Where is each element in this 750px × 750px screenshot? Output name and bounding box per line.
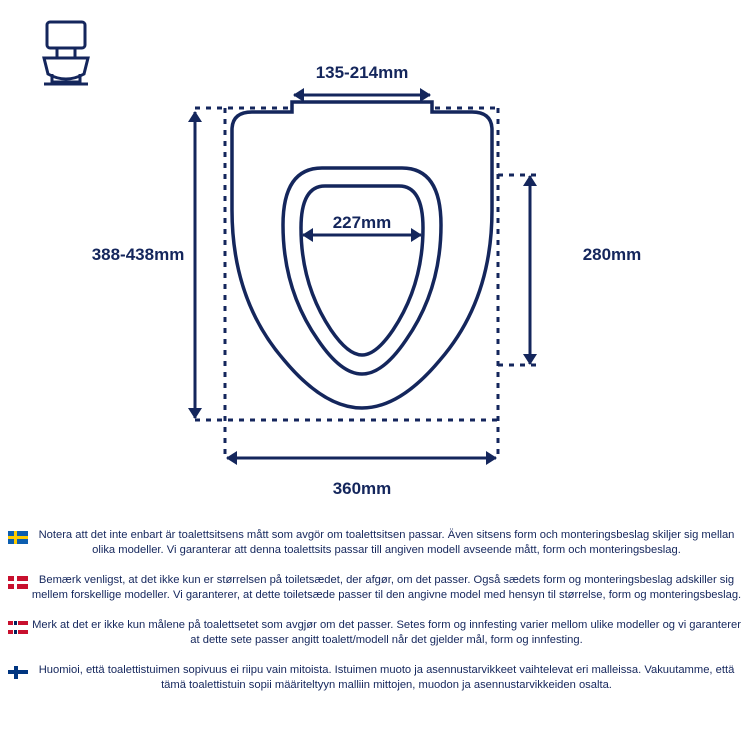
label-top-width: 135-214mm <box>315 63 409 82</box>
label-right-height: 280mm <box>582 245 642 264</box>
finland-flag-icon <box>8 666 28 679</box>
note-item <box>8 573 742 604</box>
label-bottom-width: 360mm <box>332 479 392 498</box>
note-text: Bemærk venligst, at det ikke kun er størrelsen på toiletsædet, der afgør, om det passer. Også sædets form og monteringsbeslag adskiller sig mellem forskellige modeller. Vi garanterer, at dette toiletsæde passer til den angivne model med hensyn til størrelse, form og monteringsbeslag. <box>31 573 742 602</box>
note-text: Merk at det er ikke kun målene på toalettsetet som avgjør om det passer. Setes form og innfesting varier mellom ulike modeller og vi garanterer at dette sete passer angitt toalett/modell når det gjelder mål, form og innfesting. <box>32 618 741 647</box>
note-text: Notera att det inte enbart är toalettsitsens mått som avgör om toalettsitsen passar. Även sitsens form och monteringsbeslag skiljer sig mellan olika modeller. Vi garanterar att denna toalettsits passar till angiven modell avseende mått, form och monteringsbeslag. <box>38 529 735 557</box>
label-left-height: 388-438mm <box>91 245 185 264</box>
dimension-arrow-top-width <box>293 88 431 102</box>
note-item <box>8 618 742 649</box>
dimension-arrow-left-height <box>188 111 202 419</box>
dimension-arrow-bottom-width <box>226 451 497 465</box>
label-inner-width: 227mm <box>332 213 392 232</box>
toilet-icon <box>44 22 88 84</box>
denmark-flag-icon <box>8 576 28 589</box>
dimension-arrow-right-height <box>523 175 537 365</box>
note-item <box>8 663 742 694</box>
note-item <box>8 528 742 559</box>
compatibility-notes <box>0 528 750 708</box>
norway-flag-icon <box>8 621 28 634</box>
note-text: Huomioi, että toalettistuimen sopivuus ei riipu vain mitoista. Istuimen muoto ja asennustarvikkeet vaihtelevat eri malleissa. Vakuutamme, että tämä toalettistuin sopii määriteltyyn malliin mittojen, muodon ja asennustarvikkeiden osalta. <box>38 663 735 692</box>
sweden-flag-icon <box>8 531 28 544</box>
